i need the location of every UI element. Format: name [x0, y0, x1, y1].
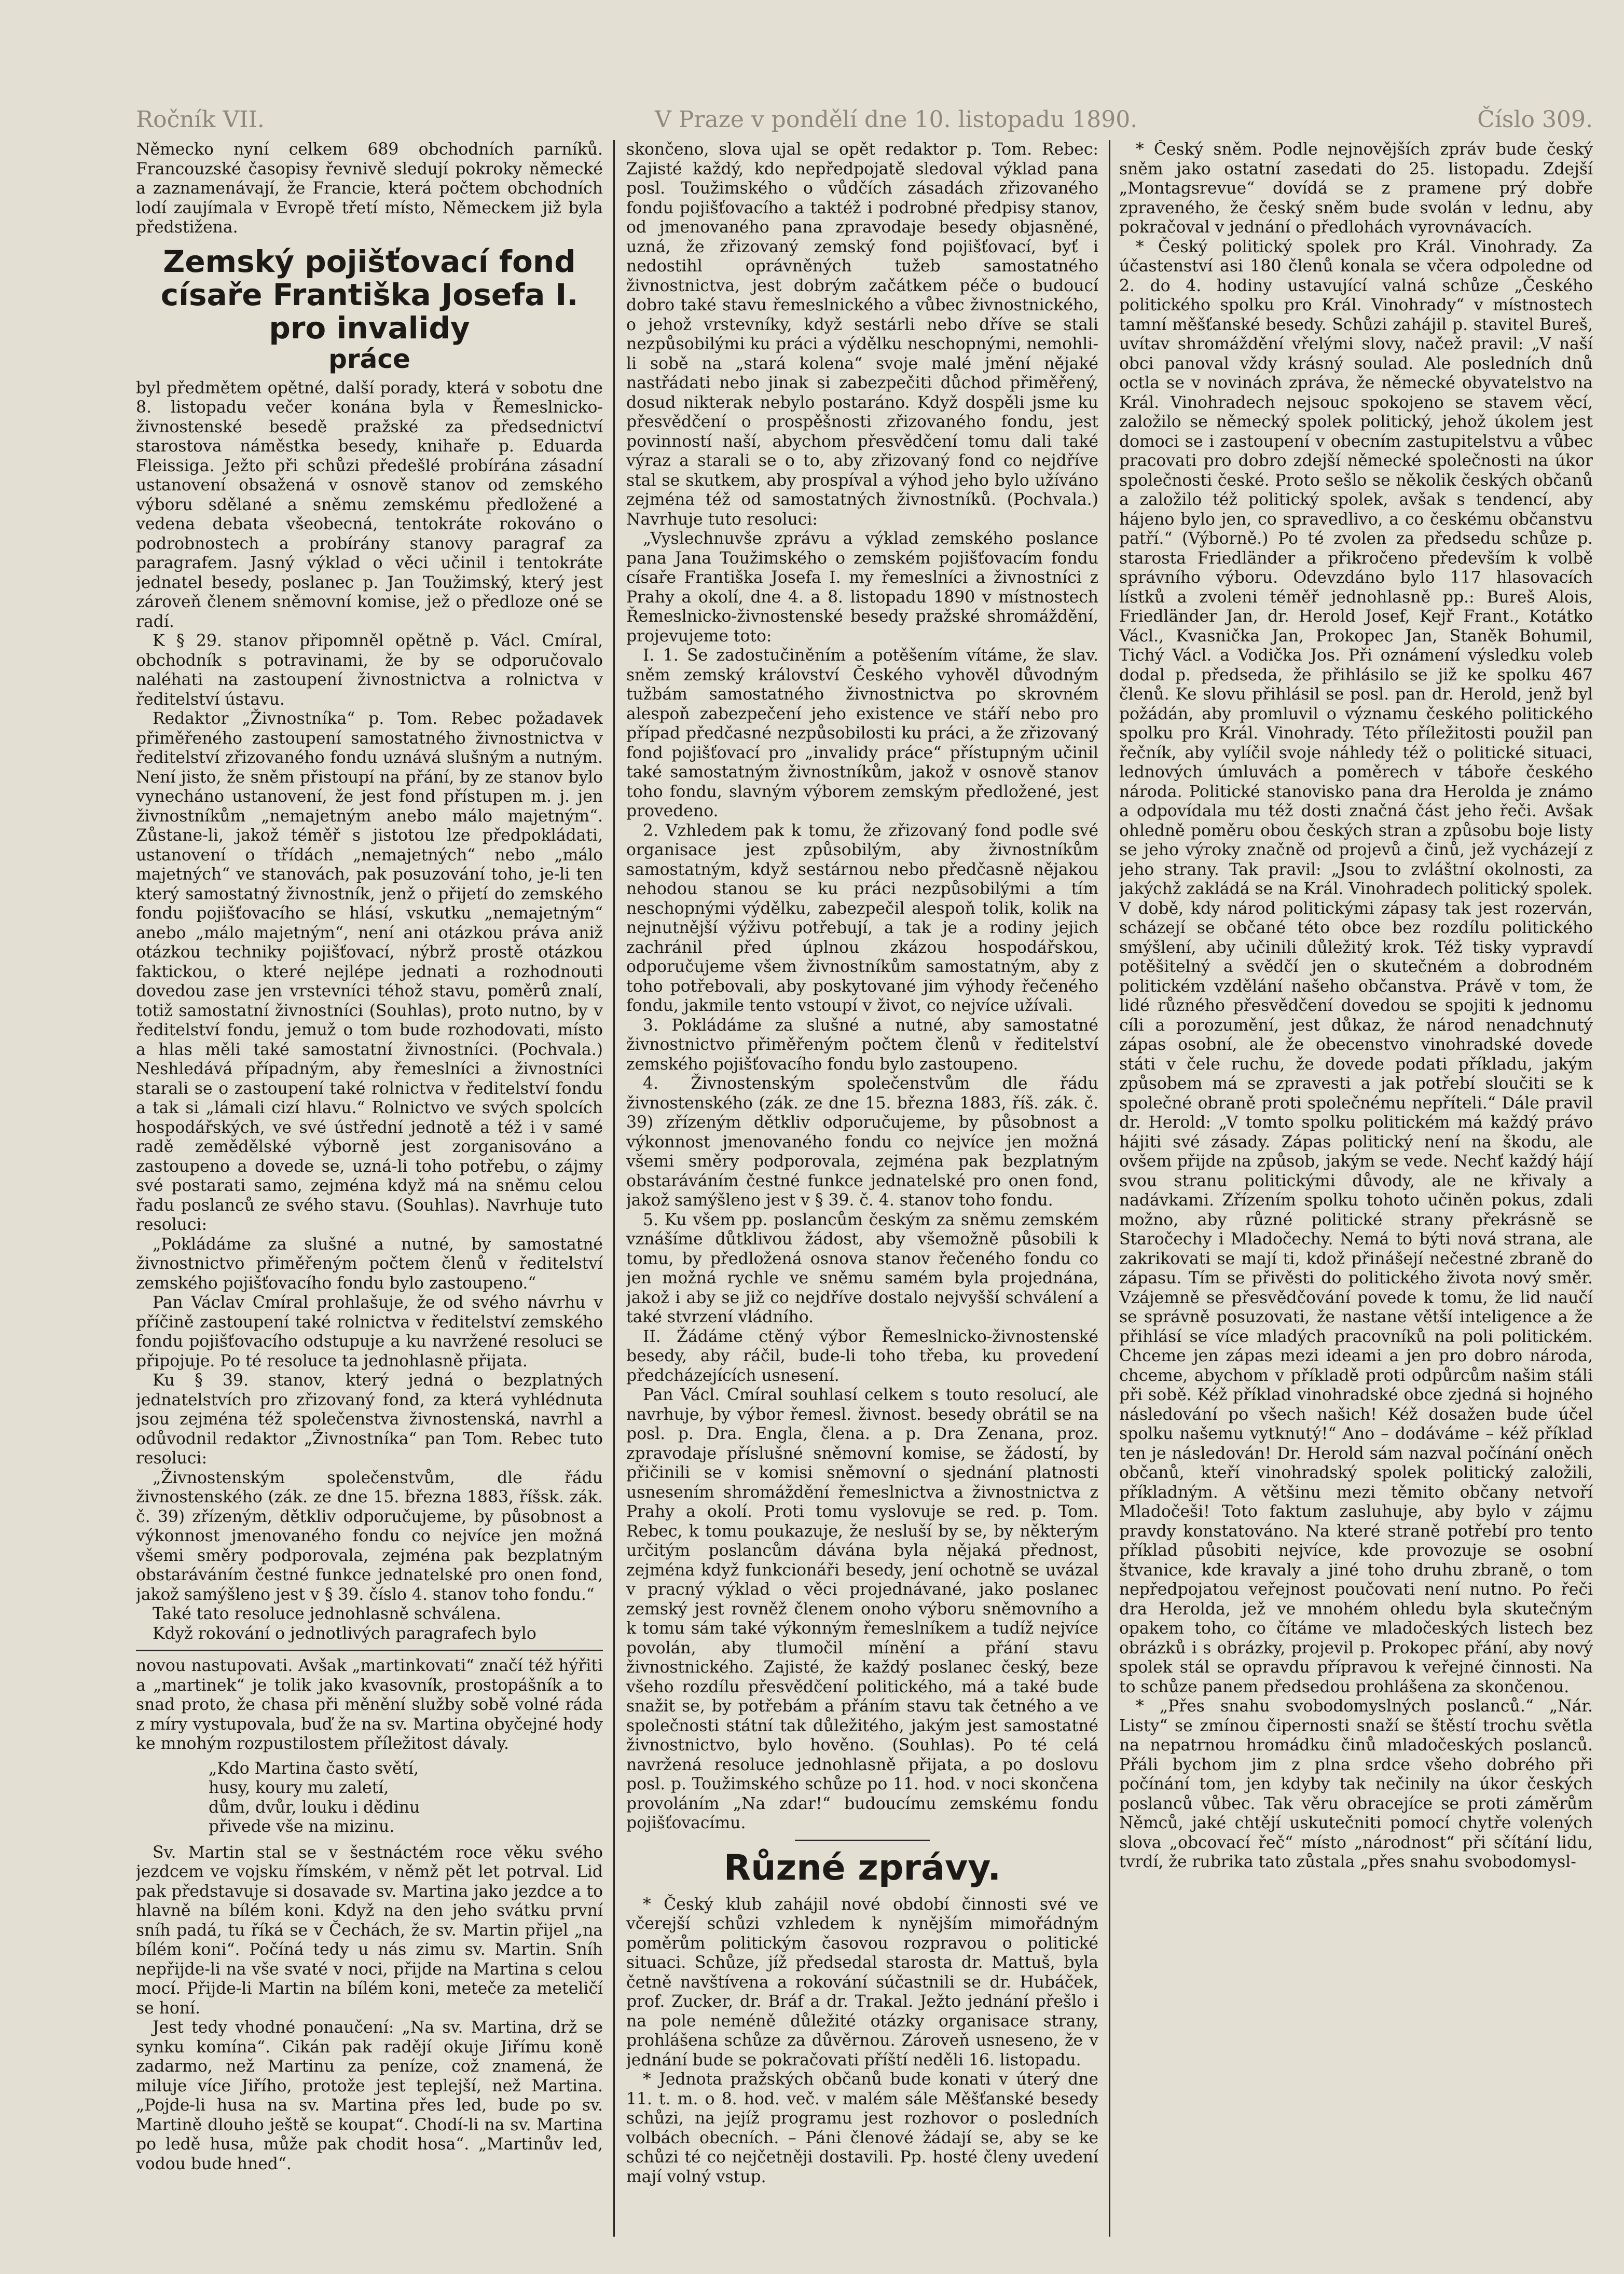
- masthead-issue: Číslo 309.: [1477, 106, 1593, 133]
- article-paragraph: Ku § 39. stanov, který jedná o bezplatných jednatelstvích pro zřizovaný fond, za která vyhlédnuta jsou zejména též společenstva živnostenská, navrhl a odůvodnil redaktor „Živnostníka“ pan Tom. Rebec tuto resoluci:: [136, 1371, 603, 1468]
- column-3: [1119, 140, 1593, 2242]
- resolution-quote: „Vyslechnuvše zprávu a výklad zemského poslance pana Jana Toužimského o zemském pojišťovacím fondu císaře Františka Josefa I. my řemeslníci a živnostníci z Prahy a okolí, dne 4. a 8. listopadu 1890 v místnostech Řemeslnicko-živnostenské besedy pražské shromáždění, projevujeme toto:: [626, 529, 1098, 646]
- verse-line: „Kdo Martina často světí,: [209, 1759, 419, 1778]
- masthead: [136, 106, 1593, 138]
- article-paragraph: Také tato resoluce jednohlasně schválena.: [153, 1605, 501, 1623]
- verse-line: husy, koury mu zaletí,: [209, 1778, 389, 1797]
- newspaper-page: [136, 106, 1593, 2250]
- news-item: * Jednota pražských občanů bude konati v úterý dne 11. t. m. o 8. hod. več. v malém sále Měšťanské besedy schůzi, na jejíž programu jest rozhovor o posledních volbách obecních. – Páni členové žádají se, aby se ke schůzi té co nejčetněji dostavili. Pp. hosté členy uvedení mají volný vstup.: [626, 2070, 1098, 2186]
- resolution-item: 4. Živnostenským společenstvům dle řádu živnostenského (zák. ze dne 15. března 1883, říš. zák. č. 39) zřízeným dětkliv odporučujeme, by působnost a výkonnost jmenovaného fondu co nejvíce jen možná všemi směry podporovala, zejména pak bezplatným obstaráváním čestné funkce jednatelské pro onen fond, jakož samýšleno jest v § 39. č. 4. stanov toho fondu.: [626, 1074, 1098, 1210]
- feuilleton-paragraph: Sv. Martin stal se v šestnáctém roce věku svého jezdcem ve vojsku římském, v němž pět let potrval. Lid pak představuje si dosavade sv. Martina jako jezdce a to hlavně na bílém koni. Když na den jeho svátku první sníh padá, tu říká se v Čechách, že sv. Martin přijel „na bílém koni“. Počíná tedy u nás zimu sv. Martin. Sníh nepřijde-li na vše svaté v noci, přijde na Martina s celou mocí. Přijde-li Martin na bílém koni, meteče za meteličí se honí.: [136, 1843, 603, 2018]
- news-item: * „Přes snahu svobodomyslných poslanců.“ „Nár. Listy“ se zmínou čipernosti snaží se štěstí trochu světla na nepatrnou hromádku činů mladočeských poslanců. Přáli bychom jim z plna srdce všeho dobrého při počínání tom, jen kdyby tak nečinily na úkor českých poslanců vůbec. Tak věru obracejíce se proti záměrům Němců, jaké chtějí uskutečniti pomocí chytře volených slova „obcovací řeč“ místo „národnost“ při sčítání lidu, tvrdí, že rubrika tato zůstala „přes snahu svobodomysl-: [1119, 1697, 1593, 1871]
- resolution-item: II. Žádáme ctěný výbor Řemeslnicko-živnostenské besedy, aby ráčil, bude-li toho třeba, ku provedení předcházejících usnesení.: [626, 1327, 1098, 1385]
- resolution-quote: „Živnostenským společenstvům, dle řádu živnostenského (zák. ze dne 15. března 1883, říšsk. zák. č. 39) zřízeným, dětkliv odporučujeme, by působnost a výkonnost jmenovaného fondu co nejvíce jen možná všemi směry podporovala, zejména pak bezplatným obstaráváním čestné funkce jednatelské pro onen fond, jakož samýšleno jest v § 39. číslo 4. stanov toho fondu.“: [136, 1468, 603, 1604]
- article-paragraph: Pan Václav Cmíral prohlašuje, že od svého návrhu v příčině zastoupení také rolnictva v ředitelství zemského fondu pojišťovacího odstupuje a ku navržené resoluci se připojuje. Po té resoluce ta jednohlasně přijata.: [136, 1293, 603, 1371]
- article-paragraph: Redaktor „Živnostníka“ p. Tom. Rebec požadavek přiměřeného zastoupení samostatného živnostnictva v ředitelství zřizovaného fondu uznává slušným a nutným. Není jisto, že sněm přistoupí na přání, by ze stanov bylo vynecháno ustanovení, že jest fond přístupen m. j. jen živnostníkům „nemajetným anebo málo majetným“. Zůstane-li, jakož téměř s jistotou lze předpokládati, ustanovení o třídách „nemajetných“ nebo „málo majetných“ ve stanovách, pak posuzování toho, je-li ten který samostatný živnostník, jenž o přijetí do zemského fondu pojišťovacího se hlásí, vskutku „nemajetným“ anebo „málo majetným“, není ani otázkou práva aniž otázkou techniky pojišťovací, nýbrž prostě otázkou faktickou, o které nejlépe jednati a rozhodnouti dovedou zase jen vrstevníci téhož stavu, poměrů znalí, totiž samostatní živnostníci (Souhlas), proto nutno, by v ředitelství fondu, jemuž o tom bude rozhodovati, místo a hlas měli také samostatní živnostníci. (Pochvala.) Neshledává případným, aby řemeslníci a živnostníci starali se o zastoupení také rolnictva v ředitelství fondu a tak si „lámali cizí hlavu.“ Rolnictvo ve svých spolcích hospodářských, ve své ústřední jednotě a též i v samé radě zemědělské výborně jest zorganisováno a zastoupeno a dovede se, uzná-li toho potřebu, o zájmy své postarati samo, zejména když má na sněmu celou řadu poslanců ze svého stavu. (Souhlas). Navrhuje tuto resoluci:: [136, 709, 603, 1234]
- column-rule: [613, 140, 615, 2237]
- article-paragraph: Když rokování o jednotlivých paragrafech bylo: [153, 1624, 536, 1643]
- feuilleton-paragraph: novou nastupovati. Avšak „martinkovati“ značí též hýřiti a „martinek“ je tolik jako kvasovník, prostopášník a to snad proto, že chasa při měnění služby sobě volné ráda z míry vystupovala, buď že na sv. Martina obyčejné hody ke mnohým rozpustilostem příležitost dávaly.: [136, 1656, 603, 1753]
- verse: [209, 1759, 603, 1837]
- article-headline-cont: práce: [328, 344, 410, 374]
- resolution-item: 5. Ku všem pp. poslancům českým za sněmu zemském vznášíme důtklivou žádost, aby všemožně působili k tomu, by předložená osnova stanov řečeného fondu co jen možná rychle ve sněmu samém byla projednána, jakož i aby se již co nejdříve dostalo nejvyšší schválení a také stvrzení vládního.: [626, 1210, 1098, 1326]
- news-item: * Český sněm. Podle nejnovějších zpráv bude český sněm jako ostatní zasedati do 25. listopadu. Zdejší „Montagsrevue“ dovídá se z pramene prý dobře zpraveného, že český sněm bude svolán v lednu, aby pokračoval v jednání o předlohách vyrovnávacích.: [1119, 140, 1593, 237]
- intro-paragraph: Německo nyní celkem 689 obchodních parníků. Francouzské časopisy řevnivě sledují pokroky německé a zaznamenávají, že Francie, která počtem obchodních lodí zaujímala v Evropě třetí místo, Německem již byla předstižena.: [136, 140, 603, 237]
- feuilleton-divider: [136, 1650, 603, 1651]
- article-paragraph: byl předmětem opětné, další porady, která v sobotu dne 8. listopadu večer konána byla v Řemeslnicko-živnostenské besedě pražské za předsednictví starostova náměstka besedy, knihaře p. Eduarda Fleissiga. Ježto při schůzi předešlé probírána zásadní ustanovení obsažená v osnově stanov od zemského výboru sdělané a sněmu zemskému předložené a vedena debata všeobecná, tentokráte rokováno o podrobnostech a probírány stanovy paragraf za paragrafem. Jasný výklad o věci učinil i tentokráte jednatel besedy, poslanec p. Jan Toužimský, který jest zároveň členem sněmovní komise, jež o předloze oné se radí.: [136, 378, 603, 631]
- article-paragraph: K § 29. stanov připomněl opětně p. Václ. Cmíral, obchodník s potravinami, že by se odporučovalo naléhati na zastoupení živnostnictva a rolnictva v ředitelství ústavu.: [136, 632, 603, 709]
- verse-line: dům, dvůr, louku i dědinu: [209, 1798, 420, 1817]
- resolution-item: 2. Vzhledem pak k tomu, že zřizovaný fond podle své organisace jest způsobilým, aby živnostníkům samostatným, když sestárnou nebo předčasně nějakou nehodou stanou se ku práci nezpůsobilými a tím neschopnými výdělku, zabezpečil alespoň tolik, kolik na nejnutnější výživu potřebují, a tak je a rodiny jejich zachránil před úplnou zkázou hospodářskou, odporučujeme všem živnostníkům samostatným, aby z toho potřebovali, aby poskytované jim výhody řečeného fondu, jakmile tento vstoupí v život, co nejvíce užívali.: [626, 821, 1098, 1015]
- news-item: * Český politický spolek pro Král. Vinohrady. Za účastenství asi 180 členů konala se včera odpoledne od 2. do 4. hodiny ustavující valná schůze „Českého politického spolku pro Král. Vinohrady“ v místnostech tamní měšťanské besedy. Schůzi zahájil p. stavitel Bureš, uvítav shromáždění vřelými slovy, načež pravil: „V naší obci panoval vždy krásný soulad. Ale posledních dnů octla se v novinách zpráva, že německé obyvatelstvo na Král. Vinohradech nejsouc spokojeno se stavem věcí, založilo se německý spolek politický, jehož úkolem jest domoci se i zastoupení v obecním zastupitelstvu a vůbec pracovati pro dobro zdejší německé společnosti na úkor společnosti české. Proto sešlo se několik českých občanů a založilo též politický spolek, avšak s tendencí, aby hájeno bylo jen, co spravedlivo, a co českému občanstvu patří.“ (Výborně.) Po té zvolen za předsedu schůze p. starosta Friedländer a přikročeno především k volbě správního výboru. Odevzdáno bylo 117 hlasovacích lístků a zvoleni téměř jednohlasně pp.: Bureš Alois, Friedländer Jan, dr. Herold Josef, Kejř Frant., Kotátko Václ., Kvasnička Jan, Prokopec Jan, Staněk Bohumil, Tichý Václ. a Vodička Jos. Při oznámení výsledku voleb dodal p. předseda, že přihlásilo se již ke spolku 467 členů. Ke slovu přihlásil se posl. pan dr. Herold, jenž byl požádán, aby promluvil o významu českého politického spolku pro Král. Vinohrady. Této příležitosti použil pan řečník, aby vylíčil svoje náhledy též o politické situaci, lednových úmluvách a poměrech v táboře českého národa. Politické stanovisko pana dra Herolda je známo a odpovídala mu též dosti značná část jeho řeči. Avšak ohledně poměru obou českých stran a způsobu boje listy se jeho výroky značně od projevů a činů, jež vycházejí z jeho strany. Tak pravil: „Jsou to zvláštní okolnosti, za jakýchž zakládá se na Král. Vinohradech politický spolek. V době, kdy národ politickými zápasy tak jest rozerván, scházejí se občané této obce bez rozdílu politického smýšlení, aby učinili důležitý krok. Též tisky vypravdí potěšitelný a svědčí jen o skutečném a dobrodném politickém vzdělání našeho občanstva. Právě v tom, že lidé různého přesvědčení dovedou se spojiti k jednomu cíli a porozumění, jest důkaz, že národ nenadchnutý zápas osobní, ale že obecenstvo vinohradské dovede státi v čele ruchu, že dovede podati příkladu, jakým způsobem má se zpravesti a jak potřebí sloučiti se k společné obraně proti společnému nepříteli.“ Dále pravil dr. Herold: „V tomto spolku politickém má každý právo hájiti své zásady. Zápas politický není na škodu, ale ovšem přijde na způsob, jakým se vede. Nechť každý hájí svou stranu politickými důvody, ale ne křivaly a nadávkami. Zřízením spolku tohoto učiněn pokus, zdali možno, aby různé politické strany překrásně se Staročechy i Mladočechy. Nemá to býti nová strana, ale zakrikovati se mají ti, kdož přinášejí nečestné zbraně do zápasu. Tím se přivěsti do politického života nový směr. Vzájemně se přesvědčování povede k tomu, že lid naučí se správně posuzovati, že nastane větší inteligence a že přihlásí se více mladých pracovníků na poli politickém. Chceme jen zápas mezi ideami a jen pro dobro národa, chceme, abychom v příkladě proti odpůrcům našim stáli při sobě. Kéž příklad vinohradské obce zjedná si hojného následování po všech našich! Kéž dosažen bude účel spolku našemu vytknutý!“ Ano – dodáváme – kéž příklad ten je následován! Dr. Herold sám nazval počínání oněch občanů, kteří vinohradský spolek politický založili, příkladným. A většinu mezi těmito občany netvoří Mladočeši! Toto faktum zasluhuje, aby bylo v zájmu pravdy konstatováno. Na které straně potřebí pro tento příklad působiti nejvíce, kde provozuje se osobní štvanice, kde kravaly a jiné toho druhu zbraně, o tom nepředpojatou veřejnost poučovati není nutno. Po řeči dra Herolda, jež ve mnohém ohledu byla skutečným opakem toho, co čítáme ve mladočeských listech bez obrázků i s obrázky, projevil p. Prokopec přání, aby nový spolek stál se opravdu přípravou k veřejné činnosti. Na to schůze panem předsedou prohlášena za skončenou.: [1119, 237, 1593, 1696]
- resolution-item: 3. Pokládáme za slušné a nutné, aby samostatné živnostnictvo přiměřeným počtem členů v ředitelství zemského pojišťovacího fondu bylo zastoupeno.: [626, 1016, 1098, 1074]
- news-item: * Český klub zahájil nové období činnosti své ve včerejší schůzi vzhledem k nynějším mimořádným poměrům politickým časovou rozpravou o politické situaci. Schůze, jíž předsedal starosta dr. Mattuš, byla četně navštívena a rokování súčastnili se dr. Hubáček, prof. Zucker, dr. Bráf a dr. Trakal. Ježto jednání přešlo i na pole neméně důležité otázky organisace strany, prohlášena schůze za důvěrnou. Zároveň usneseno, že v jednání bude se pokračovati příští neděli 16. listopadu.: [626, 1895, 1098, 2070]
- masthead-volume: Ročník VII.: [136, 106, 265, 133]
- column-2: [626, 140, 1098, 2242]
- masthead-date: V Praze v pondělí dne 10. listopadu 1890.: [655, 106, 1138, 133]
- article-paragraph: skončeno, slova ujal se opět redaktor p. Tom. Rebec: Zajisté každý, kdo nepředpojatě sledoval výklad pana posl. Toužimského o vůdčích zásadách zřizovaného fondu pojišťovacího a taktéž i podrobné předpisy stanov, od jmenovaného pana zpravodaje besedy objasněné, uzná, že zřizovaný zemský fond pojišťovací, byť i nedostihl oprávněných tužeb samostatného živnostnictva, jest dobrým začátkem péče o budoucí dobro také stavu řemeslnického a vůbec živnostnického, o jehož vrstevníky, když sestárli nebo dříve se stali nezpůsobilými ku práci a výdělku neschopnými, nemohli-li sobě na „stará kolena“ svoje malé jmění nějaké nastřádati nebo jinak si zabezpečiti důchod přiměřený, dosud nikterak nebylo postaráno. Když dospěli jsme ku přesvědčení o prospěšnosti zřizovaného fondu, jest povinností naší, abychom přesvědčení tomu dali také výraz a starali se o to, aby zřizovaný fond co nejdříve stal se skutkem, aby prospíval a výhod jeho bylo užíváno zejména též od samostatných živnostníků. (Pochvala.) Navrhuje tuto resoluci:: [626, 140, 1098, 529]
- feuilleton-paragraph: Jest tedy vhodné ponaučení: „Na sv. Martina, drž se synku komína“. Cikán pak radějí okuje Jiřímu koně zadarmo, než Martinu za peníze, což znamená, že miluje více Jiřího, protože jest teplejší, než Martina. „Pojde-li husa na sv. Martina přes led, bude po sv. Martině dlouho ještě se koupat“. Chodí-li na sv. Martina po ledě husa, může pak chodit hosa“. „Martinův led, vodou bude hned“.: [136, 2018, 603, 2173]
- resolution-quote: „Pokládáme za slušné a nutné, by samostatné živnostnictvo přiměřeným počtem členů v ředitelství zemského pojišťovacího fondu bylo zastoupeno.“: [136, 1235, 603, 1293]
- article-headline: Zemský pojišťovací fond císaře Františka Josefa I. pro invalidy: [160, 243, 579, 346]
- column-1: [136, 140, 603, 2242]
- column-rule: [1109, 140, 1110, 2237]
- resolution-item: I. 1. Se zadostučiněním a potěšením vítáme, že slav. sněm zemský království Českého vyhověl důvodným tužbám samostatného živnostnictva po skrovném alespoň zabezpečení jeho existence ve stáří nebo pro případ předčasné nezpůsobilosti ku práci, a že zřizovaný fond pojišťovací pro „invalidy práce“ přístupným učinil také samostatným živnostníkům, jakož v osnově stanov toho fondu, slavným výborem zemským předložené, jest provedeno.: [626, 646, 1098, 820]
- section-heading: Různé zprávy.: [723, 1847, 1001, 1888]
- section-divider: [795, 1840, 930, 1841]
- article-paragraph: Pan Václ. Cmíral souhlasí celkem s touto resolucí, ale navrhuje, by výbor řemesl. živnost. besedy obrátil se na posl. p. Dra. Engla, člena. a p. Dra Zenana, proz. zpravodaje příslušné sněmovní komise, se žádostí, by přičinili se v komisi sněmovní o sjednání platnosti usnesením shromáždění řemeslnictva a živnostnictva z Prahy a okolí. Proti tomu vyslovuje se red. p. Tom. Rebec, k tomu poukazuje, že nesluší by se, by některým určitým poslancům dávána byla nějaká přednost, zejména když funkcionáři besedy, jení ochotně se uvázal v pracný výklad o věci projednávané, jako poslanec zemský jest rovněž členem onoho výboru sněmovního a k tomu sám také výkonným řemeslníkem a tudíž nejvíce povolán, aby tlumočil mínění a přání stavu živnostnického. Zajisté, že každý poslanec český, beze všeho rozdílu přesvědčení politického, má a také bude snažit se, by potřebám a přáním stavu tak četného a ve společnosti státní tak důležitého, jakým jest samostatné živnostnictvo, bylo hověno. (Souhlas). Po té celá navržená resoluce jednohlasně přijata, a po doslovu posl. p. Toužimského schůze po 11. hod. v noci skončena provoláním „Na zdar!“ budoucímu zemskému fondu pojišťovacímu.: [626, 1386, 1098, 1832]
- verse-line: přivede vše na mizinu.: [209, 1817, 395, 1836]
